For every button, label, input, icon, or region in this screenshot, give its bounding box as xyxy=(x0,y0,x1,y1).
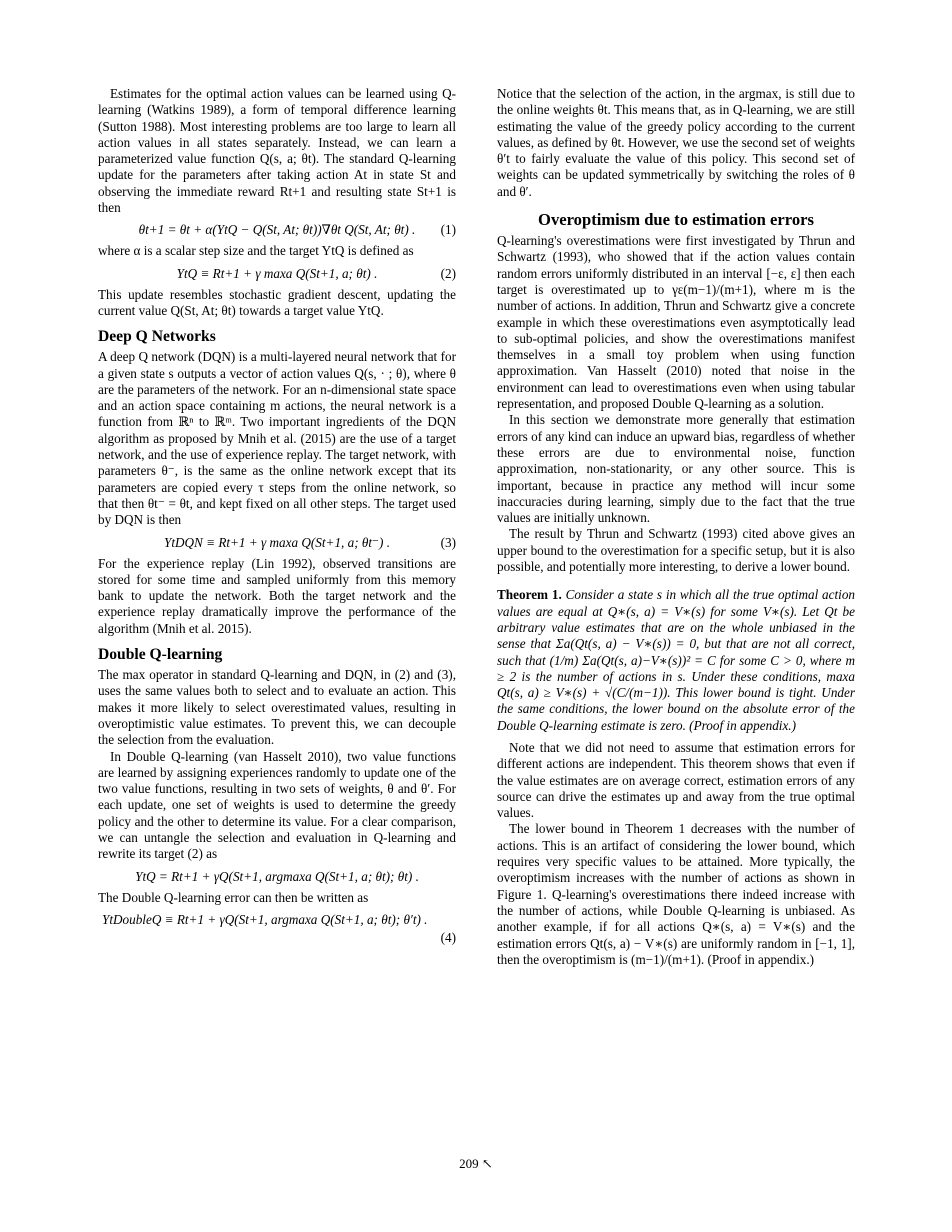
right-column xyxy=(497,86,855,968)
paragraph-experience-replay: For the experience replay (Lin 1992), observed transitions are stored for some time and sampled uniformly from this memory bank to update the network. Both the target network and the experience replay dramatically improve the performance of the algorithm (Mnih et al. 2015). xyxy=(98,555,456,636)
equation-3-number: (3) xyxy=(440,534,456,550)
left-column xyxy=(98,86,456,945)
theorem-1-label: Theorem 1. xyxy=(497,587,562,603)
equation-1 xyxy=(98,221,456,238)
theorem-1-statement: Consider a state s in which all the true optimal action values are equal at Q∗(s, a) = V∗(s) for some V∗(s). Let Qt be arbitrary value estimates that are on the whole unbiased in the sense that Σa(Qt(s, a) − V∗(s)) = 0, but that are not all correct, such that (1/m) Σa(Qt(s, a)−V∗(s))² = C for some C > 0, where m ≥ 2 is the number of actions in s. Under these conditions, maxa Qt(s, a) ≥ V∗(s) + √(C/(m−1)). This lower bound is tight. Under the same conditions, the lower bound on the absolute error of the Double Q-learning estimate is zero. (Proof in appendix.) xyxy=(497,587,856,733)
paragraph-argmax-note: Notice that the selection of the action, in the argmax, is still due to the online weights θt. This means that, as in Q-learning, we are still estimating the value of the greedy policy according to the current values, as defined by θt. However, we use the second set of weights θ′t to fairly evaluate the value of this policy. This second set of weights can be updated symmetrically by switching the roles of θ and θ′. xyxy=(497,86,855,199)
equation-1-body: θt+1 = θt + α(YtQ − Q(St, At; θt))∇θt Q(St, At; θt) . xyxy=(138,222,416,238)
paragraph-double-q-error: The Double Q-learning error can then be written as xyxy=(98,889,369,905)
paragraph-estimation-errors: In this section we demonstrate more generally that estimation errors of any kind can induce an upward bias, regardless of whether these errors are due to environmental noise, function approximation, non-stationarity, or any other source. This is important, because in practice any method will incur some inaccuracies during learning, simply due to the fact that the true values are initially unknown. xyxy=(497,412,855,526)
paragraph-independence-note: Note that we did not need to assume that estimation errors for different actions are independent. This theorem shows that even if the value estimates are on average correct, estimation errors of any source can drive the estimates up and away from the true optimal values. xyxy=(497,739,855,821)
paragraph-sgd: This update resembles stochastic gradient descent, updating the current value Q(St, At; θt) towards a target value YtQ. xyxy=(98,286,456,318)
equation-2-body: YtQ ≡ Rt+1 + γ maxa Q(St+1, a; θt) . xyxy=(176,265,378,281)
equation-4-body: YtDoubleQ ≡ Rt+1 + γQ(St+1, argmaxa Q(St+1, a; θt); θ′t) . xyxy=(102,911,428,927)
equation-2 xyxy=(98,265,456,282)
paragraph-max-operator: The max operator in standard Q-learning and DQN, in (2) and (3), uses the same values both to select and to evaluate an action. This makes it more likely to select overestimated values, resulting in overoptimistic value estimates. To prevent this, we can decouple the selection from the evaluation. xyxy=(98,667,456,748)
equation-untangled xyxy=(98,868,456,885)
heading-deep-q-networks: Deep Q Networks xyxy=(98,328,216,346)
equation-2-number: (2) xyxy=(440,265,456,281)
heading-overoptimism: Overoptimism due to estimation errors xyxy=(538,210,814,230)
page-number: 209 ↖ xyxy=(459,1156,493,1171)
equation-4 xyxy=(98,911,456,945)
paragraph-upper-bound: The result by Thrun and Schwartz (1993) cited above gives an upper bound to the overestimation for a specific setup, but it is also possible, and potentially more interesting, to derive a lower bound. xyxy=(497,526,855,575)
equation-4-number: (4) xyxy=(440,929,456,945)
paragraph-lower-bound-actions: The lower bound in Theorem 1 decreases with the number of actions. This is an artifact of considering the lower bound, which requires very specific values to be attained. More typically, the overoptimism increases with the number of actions as shown in Figure 1. Q-learning's overestimations there indeed increase with the number of actions, while Double Q-learning is unbiased. As another example, if for all actions Q∗(s, a) = V∗(s) and the estimation errors Qt(s, a) − V∗(s) are uniformly random in [−1, 1], then the overoptimism is (m−1)/(m+1). (Proof in appendix.) xyxy=(497,821,855,967)
equation-untangled-body: YtQ = Rt+1 + γQ(St+1, argmaxa Q(St+1, a; θt); θt) . xyxy=(135,868,419,884)
equation-1-number: (1) xyxy=(440,222,456,238)
theorem-1 xyxy=(497,587,855,734)
paragraph-double-q: In Double Q-learning (van Hasselt 2010), two value functions are learned by assigning experiences randomly to update one of the two value functions, resulting in two sets of weights, θ and θ′. For each update, one set of weights is used to determine the greedy policy and the other to determine its value. For a clear comparison, we can untangle the selection and evaluation in Q-learning and rewrite its target (2) as xyxy=(98,748,456,862)
paragraph-intro: Estimates for the optimal action values can be learned using Q-learning (Watkins 1989), a form of temporal difference learning (Sutton 1988). Most interesting problems are too large to learn all action values in all states separately. Instead, we can learn a parameterized value function Q(s, a; θt). The standard Q-learning update for the parameters after taking action At in state St and observing the immediate reward Rt+1 and resulting state St+1 is then xyxy=(98,86,456,216)
equation-3-body: YtDQN ≡ Rt+1 + γ maxa Q(St+1, a; θt⁻) . xyxy=(163,534,391,550)
paragraph-thrun-schwartz: Q-learning's overestimations were first investigated by Thrun and Schwartz (1993), who showed that if the action values contain random errors uniformly distributed in an interval [−ε, ε] then each target is overestimated up to γε(m−1)/(m+1), where m is the number of actions. In addition, Thrun and Schwartz give a concrete example in which these overestimations even asymptotically lead to sub-optimal policies, and show the overestimations manifest themselves in a small toy problem when using function approximation. Van Hasselt (2010) noted that noise in the environment can lead to overestimations even when using tabular representation, and proposed Double Q-learning as a solution. xyxy=(497,233,855,412)
equation-3 xyxy=(98,534,456,551)
heading-double-q-learning: Double Q-learning xyxy=(98,646,223,664)
paragraph-dqn: A deep Q network (DQN) is a multi-layered neural network that for a given state s outputs a vector of action values Q(s, · ; θ), where θ are the parameters of the network. For an n-dimensional state space and an action space containing m actions, the neural network is a function from ℝⁿ to ℝᵐ. Two important ingredients of the DQN algorithm as proposed by Mnih et al. (2015) are the use of a target network, and the use of experience replay. The target network, with parameters θ⁻, is the same as the online network except that its parameters are copied every τ steps from the online network, so that then θt⁻ = θt, and kept fixed on all other steps. The target used by DQN is then xyxy=(98,349,456,528)
paragraph-step-size: where α is a scalar step size and the target YtQ is defined as xyxy=(98,243,414,259)
